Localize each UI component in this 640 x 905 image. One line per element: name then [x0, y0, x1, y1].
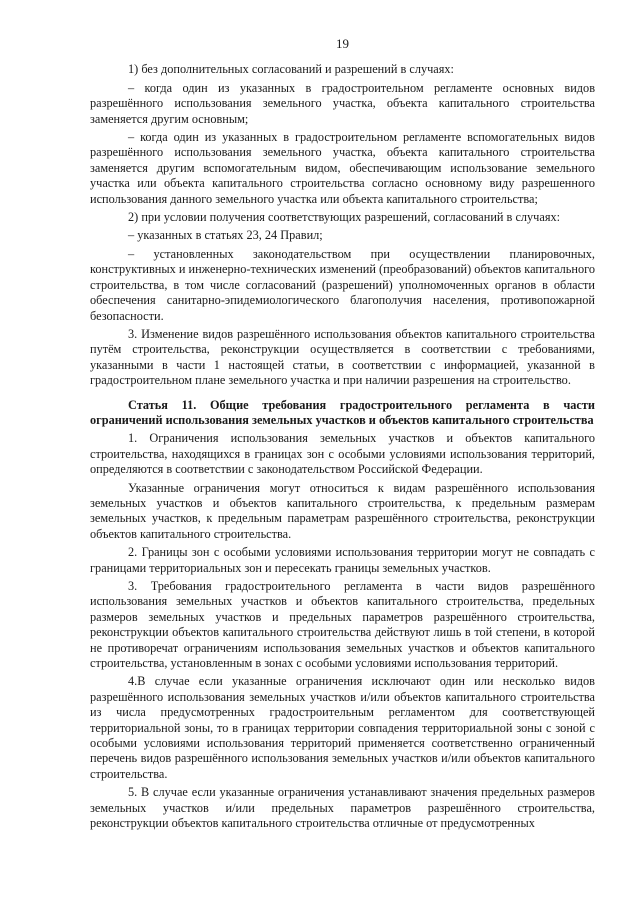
document-page — [90, 36, 595, 835]
article-11-heading: Статья 11. Общие требования градостроительного регламента в части ограничений использования земельных участков и объектов капитального строительства — [90, 397, 595, 427]
list-item-legislation-changes: – установленных законодательством при осуществлении планировочных, конструктивных и инженерно-технических изменений (преобразований) объектов капитального строительства, в том числе согласований (разрешений) уполномоченных органов в области обеспечения санитарно-эпидемиологического благополучия населения, противопожарной безопасности. — [90, 247, 595, 324]
paragraph-without-approvals: 1) без дополнительных согласований и разрешений в случаях: — [128, 62, 454, 77]
paragraph-11-3: 3. Требования градостроительного регламента в части видов разрешённого использования земельных участков и объектов капитального строительства, предельных размеров земельных участков и предельных параметров разрешённого строительства, реконструкции объектов капитального строительства действуют лишь в той степени, в которой не противоречат ограничениям использования земельных участков и объектов капитального строительства, установленным в зонах с особыми условиями использования территорий. — [90, 579, 595, 671]
paragraph-3-use-change: 3. Изменение видов разрешённого использования объектов капитального строительства путём строительства, реконструкции осуществляется в соответствии с требованиями, указанными в части 1 настоящей статьи, в соответствии с информацией, указанной в градостроительном плане земельного участка и при наличии разрешения на строительство. — [90, 326, 595, 388]
list-item-articles-23-24: – указанных в статьях 23, 24 Правил; — [90, 228, 595, 243]
paragraph-with-permits: 2) при условии получения соответствующих разрешений, согласований в случаях: — [128, 210, 561, 225]
paragraph-11-2: 2. Границы зон с особыми условиями использования территории могут не совпадать с границами территориальных зон и пересекать границы земельных участков. — [90, 545, 595, 575]
paragraph-11-5: 5. В случае если указанные ограничения устанавливают значения предельных размеров земельных участков и/или предельных параметров разрешённого строительства, реконструкции объектов капитального строительства отличные от предусмотренных — [90, 785, 595, 831]
page-number: 19 — [336, 36, 349, 51]
paragraph-11-1-restrictions: Указанные ограничения могут относиться к видам разрешённого использования земельных участков и объектов капитального строительства, к предельным размерам земельных участков, к предельным параметрам разрешённого строительства, реконструкции объектов капитального строительства. — [90, 480, 595, 541]
list-item-auxiliary-use-replacement: – когда один из указанных в градостроительном регламенте вспомогательных видов разрешённого использования земельного участка, объекта капитального строительства заменяется другим вспомогательным видом, обеспечивающим использование земельного участка или объекта капитального строительства согласно основному виду разрешенного использования данного земельного участка или объекта капитального строительства; — [90, 130, 595, 207]
list-item-main-use-replacement: – когда один из указанных в градостроительном регламенте основных видов разрешённого использования земельного участка, объекта капитального строительства заменяется другим основным; — [90, 81, 595, 127]
paragraph-11-1: 1. Ограничения использования земельных участков и объектов капитального строительства, находящихся в границах зон с особыми условиями использования территорий, определяются в соответствии с законодательством Российской Федерации. — [90, 431, 595, 477]
paragraph-11-4: 4.В случае если указанные ограничения исключают один или несколько видов разрешённого использования земельных участков и/или объектов капитального строительства из числа предусмотренных градостроительным регламентом для соответствующей территориальной зоны, то в границах территории совпадения территориальной зоны с зоной с особыми условиями использования территорий применяется соответственно ограниченный перечень видов разрешённого использования земельных участков и/или объектов капитального строительства. — [90, 674, 595, 781]
